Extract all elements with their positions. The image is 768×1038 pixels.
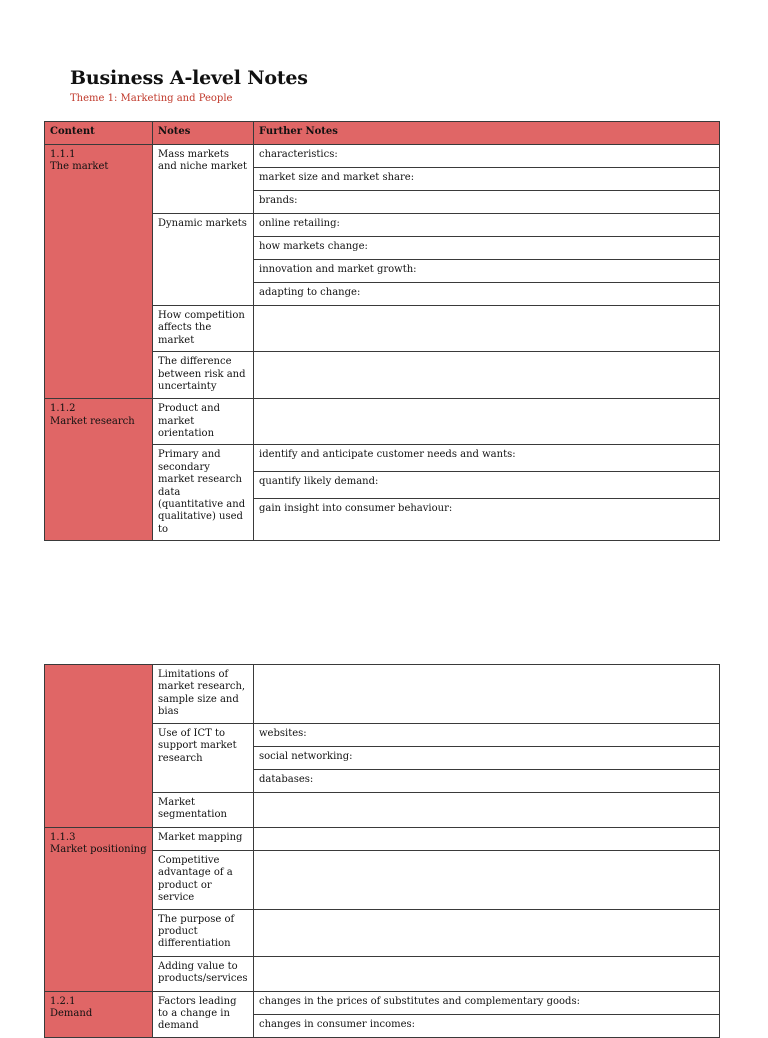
table-row <box>45 145 720 168</box>
further-notes-cell: online retailing: <box>254 214 720 237</box>
further-notes-cell <box>254 956 720 991</box>
notes-cell: Mass markets and niche market <box>153 145 254 214</box>
section-title: The market <box>50 161 109 173</box>
table-row <box>45 399 720 445</box>
further-notes-cell: websites: <box>254 724 720 747</box>
section-title: Demand <box>50 1008 93 1020</box>
table-row <box>45 828 720 851</box>
table-header-row <box>45 122 720 145</box>
notes-cell: Market segmentation <box>153 793 254 828</box>
section-title: Market positioning <box>50 844 147 856</box>
further-notes-cell <box>254 399 720 445</box>
further-notes-cell: adapting to change: <box>254 283 720 306</box>
table-row <box>45 665 720 724</box>
notes-cell: Use of ICT to support market research <box>153 724 254 793</box>
table-row <box>45 991 720 1014</box>
notes-cell: Dynamic markets <box>153 214 254 306</box>
further-notes-cell <box>254 793 720 828</box>
further-notes-cell <box>254 306 720 352</box>
header-content: Content <box>45 122 153 145</box>
section-number: 1.1.3 <box>50 832 76 843</box>
notes-cell: How competition affects the market <box>153 306 254 352</box>
notes-cell: Primary and secondary market research data (quantitative and qualitative) used to <box>153 445 254 541</box>
section-cell-1-1-3 <box>45 828 153 992</box>
section-number: 1.1.1 <box>50 149 76 160</box>
notes-cell: The purpose of product differentiation <box>153 909 254 956</box>
further-notes-cell: databases: <box>254 770 720 793</box>
document-title: Business A-level Notes <box>70 67 308 89</box>
section-title: Market research <box>50 415 135 427</box>
notes-cell: Factors leading to a change in demand <box>153 991 254 1037</box>
further-notes-cell: brands: <box>254 191 720 214</box>
further-notes-cell <box>254 909 720 956</box>
notes-cell: Adding value to products/services <box>153 956 254 991</box>
document-subtitle: Theme 1: Marketing and People <box>70 93 233 104</box>
section-cell-1-2-1 <box>45 991 153 1037</box>
header-further-notes: Further Notes <box>254 122 720 145</box>
further-notes-cell: changes in the prices of substitutes and complementary goods: <box>254 991 720 1014</box>
further-notes-cell: quantify likely demand: <box>254 471 720 498</box>
further-notes-cell: social networking: <box>254 747 720 770</box>
notes-table-part-1 <box>44 121 720 541</box>
further-notes-cell: changes in consumer incomes: <box>254 1014 720 1037</box>
section-cell-1-1-2 <box>45 399 153 541</box>
further-notes-cell <box>254 665 720 724</box>
notes-cell: The difference between risk and uncertainty <box>153 352 254 399</box>
further-notes-cell: how markets change: <box>254 237 720 260</box>
section-cell-1-1-1 <box>45 145 153 399</box>
section-number: 1.2.1 <box>50 995 76 1007</box>
notes-cell: Competitive advantage of a product or service <box>153 851 254 910</box>
notes-table-part-2 <box>44 664 720 1038</box>
notes-cell: Product and market orientation <box>153 399 254 445</box>
header-notes: Notes <box>153 122 254 145</box>
further-notes-cell: characteristics: <box>254 145 720 168</box>
notes-cell: Market mapping <box>153 828 254 851</box>
further-notes-cell: gain insight into consumer behaviour: <box>254 498 720 541</box>
notes-cell: Limitations of market research, sample size and bias <box>153 665 254 724</box>
further-notes-cell: identify and anticipate customer needs and wants: <box>254 445 720 472</box>
section-number: 1.1.2 <box>50 403 76 415</box>
further-notes-cell <box>254 828 720 851</box>
section-cell-1-1-2-continued <box>45 665 153 828</box>
further-notes-cell <box>254 851 720 910</box>
further-notes-cell: market size and market share: <box>254 168 720 191</box>
further-notes-cell <box>254 352 720 399</box>
further-notes-cell: innovation and market growth: <box>254 260 720 283</box>
